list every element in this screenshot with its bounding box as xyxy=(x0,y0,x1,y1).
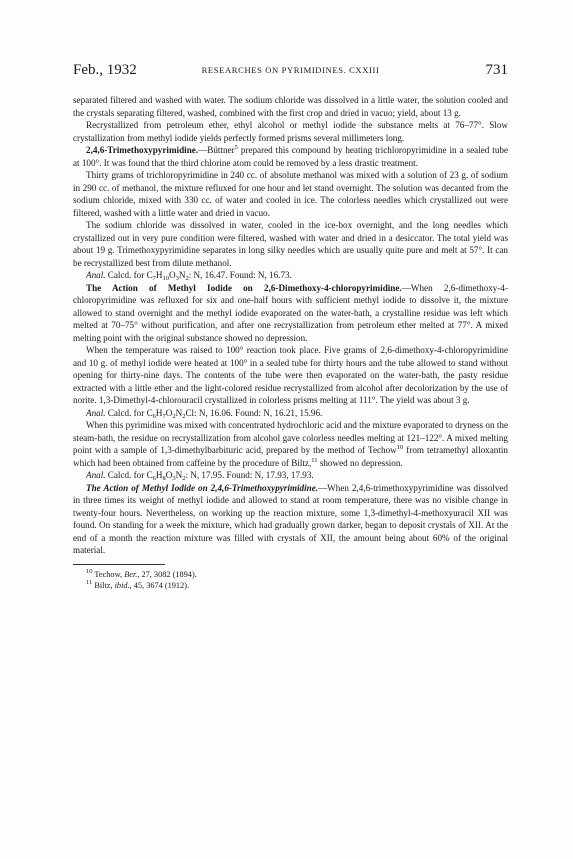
subscript: 7 xyxy=(152,275,156,282)
paragraph: separated filtered and washed with water. The sodium chloride was dissolved in a little water, the solution cooled and the crystals separating filtered, washed, combined with the first crop and dried in vacuo; yield, about 13 g. xyxy=(73,95,508,118)
section-heading: The Action of Methyl Iodide on 2,4,6-Trimethoxypyrimidine. xyxy=(86,482,319,493)
paragraph: When the temperature was raised to 100° reaction took place. Five grams of 2,6-dimethoxy-4-chloropyrimidine and 10 g. of methyl iodide were heated at 100° in a sealed tube for thirty hours and the tube allowed to stand without opening for thirty-nine days. The contents of the tube were then evaporated on the water-bath, the pasty residue extracted with a little ether and the light-colored residue recrystallized from alcohol after decolorization by the use of norite. 1,3-Dimethyl-4-chlorouracil crystallized in colorless prisms melting at 111°. The yield was about 3 g. xyxy=(73,345,508,405)
text: from tetramethyl alloxantin which had been obtained from caffeine by the procedure of Biltz, xyxy=(73,445,508,468)
paragraph: Thirty grams of trichloropyrimidine in 240 cc. of absolute methanol was mixed with a solution of 23 g. of sodium in 290 cc. of methanol, the mixture refluxed for one hour and let stand overnight. The solution was decanted from the sodium chloride, mixed with 330 cc. of water and cooled in ice. The colorless needles which crystallized out were filtered, washed with a little water and dried in vacuo. xyxy=(73,170,508,218)
subscript: 2 xyxy=(172,412,176,420)
text: Techow, xyxy=(92,569,125,579)
journal-page xyxy=(73,62,508,592)
analysis-line xyxy=(73,269,508,282)
text: Calcd. for C xyxy=(105,407,153,418)
text: showed no depression. xyxy=(317,457,403,468)
text: Calcd. for C xyxy=(105,270,153,280)
text: prepared this compound by heating trichloropyrimidine in a sealed tube at 100°. It was found that the third chlorine atom could be removed by a less drastic treatment. xyxy=(73,145,508,168)
article-body xyxy=(73,94,508,557)
text: When this pyrimidine was mixed with concentrated hydrochloric acid and the mixture evaporated to dryness on the steam-bath, the residue on recrystallization from alcohol gave colorless needles melting at 121–122°. A mixed melting point with a sample of 1,3-dimethylbarbituric acid, prepared by the method of Techow xyxy=(73,420,508,455)
text: : N, 16.47. Found: N, 16.73. xyxy=(188,270,292,280)
header-page-number: 731 xyxy=(485,62,508,78)
journal-name: ibid. xyxy=(114,581,130,590)
section-paragraph xyxy=(73,482,508,557)
footnote xyxy=(73,580,508,592)
footnote-number: 11 xyxy=(86,579,93,586)
text: H xyxy=(155,270,163,280)
section-heading: 2,4,6-Trimethoxypyrimidine. xyxy=(86,145,199,155)
subscript: 2 xyxy=(185,275,189,282)
text: Cl: N, 16.06. Found: N, 16.21, 15.96. xyxy=(185,407,323,418)
subscript: 3 xyxy=(172,475,176,482)
analysis-label: Anal. xyxy=(86,270,106,280)
paragraph: The sodium chloride was dissolved in water, cooled in the ice-box overnight, and the long needles which crystallized out in very pure condition were filtered, washed with water and dried in a desiccator. The total yield was about 19 g. Trimethoxypyrimidine separates in long silky needles which are usually quite pure and melt at 57°. It can be recrystallized best from dilute methanol. xyxy=(73,220,508,268)
subscript: 3 xyxy=(175,275,179,282)
section-heading: The Action of Methyl Iodide on 2,6-Dimethoxy-4-chloropyrimidine. xyxy=(86,282,402,293)
text: H xyxy=(155,407,163,418)
analysis-line xyxy=(73,407,508,420)
header-running-title: RESEARCHES ON PYRIMIDINES. CXXIII xyxy=(201,65,380,75)
reference-mark: 11 xyxy=(311,456,318,464)
text: , 45, 3674 (1912). xyxy=(129,581,190,590)
reference-mark: 5 xyxy=(234,144,238,151)
text: N xyxy=(175,470,183,480)
journal-name: Ber. xyxy=(124,569,138,579)
subscript: 10 xyxy=(162,275,169,282)
text: Calcd. for C xyxy=(105,470,153,480)
text: , 27, 3082 (1894). xyxy=(137,569,197,579)
text: Biltz, xyxy=(92,581,115,590)
text: : N, 17.95. Found: N, 17.93, 17.93. xyxy=(185,470,314,480)
subscript: 2 xyxy=(182,475,186,482)
subscript: 6 xyxy=(152,412,156,420)
text: O xyxy=(169,270,176,280)
subscript: 7 xyxy=(162,412,166,420)
reference-mark: 10 xyxy=(396,444,404,451)
footnote-number: 10 xyxy=(86,567,93,575)
analysis-label: Anal. xyxy=(86,407,106,418)
footnote-divider xyxy=(73,564,165,565)
text: O xyxy=(165,470,173,480)
section-paragraph xyxy=(73,144,508,169)
text: —When 2,4,6-trimethoxypyrimidine was dissolved in three times its weight of methyl iodide and allowed to stand at room temperature, there was no visible change in twenty-four hours. Nevertheless, on working up the reaction mixture, some 1,3-dimethyl-4-methoxyuracil XII was found. On standing for a week the mixture, which had gradually grown darker, began to deposit crystals of XII. At the end of a month the reaction mixture was filled with crystals of XII, the amount being about 60% of the original material. xyxy=(73,482,508,555)
subscript: 8 xyxy=(162,475,166,482)
text: H xyxy=(155,470,163,480)
paragraph xyxy=(73,419,508,469)
text: N xyxy=(175,407,183,418)
subscript: 2 xyxy=(182,412,186,420)
footnotes xyxy=(73,569,508,592)
paragraph: Recrystallized from petroleum ether, ethyl alcohol or methyl iodide the substance melts at 76–77°. Slow crystallization from methyl iodide yields perfectly formed prisms several millimeters long. xyxy=(73,120,508,143)
section-paragraph xyxy=(73,282,508,345)
text: N xyxy=(178,270,186,280)
analysis-label: Anal. xyxy=(86,470,106,480)
text: —When 2,6-dimethoxy-4-chloropyrimidine was refluxed for six and one-half hours with sufficient methyl iodide to dissolve it, the mixture allowed to stand overnight and the methyl iodide evaporated on the water-bath, a crystalline residue was left which melted at 70–75° without purification, and after one recrystallization from petroleum ether melted at 77°. A mixed melting point with the original substance showed no depression. xyxy=(73,282,508,343)
text: —Büttner xyxy=(198,145,235,155)
subscript: 6 xyxy=(152,475,156,482)
footnote xyxy=(73,569,508,581)
header-date: Feb., 1932 xyxy=(73,62,137,78)
running-header xyxy=(73,62,508,82)
text: O xyxy=(165,407,173,418)
analysis-line xyxy=(73,469,508,482)
